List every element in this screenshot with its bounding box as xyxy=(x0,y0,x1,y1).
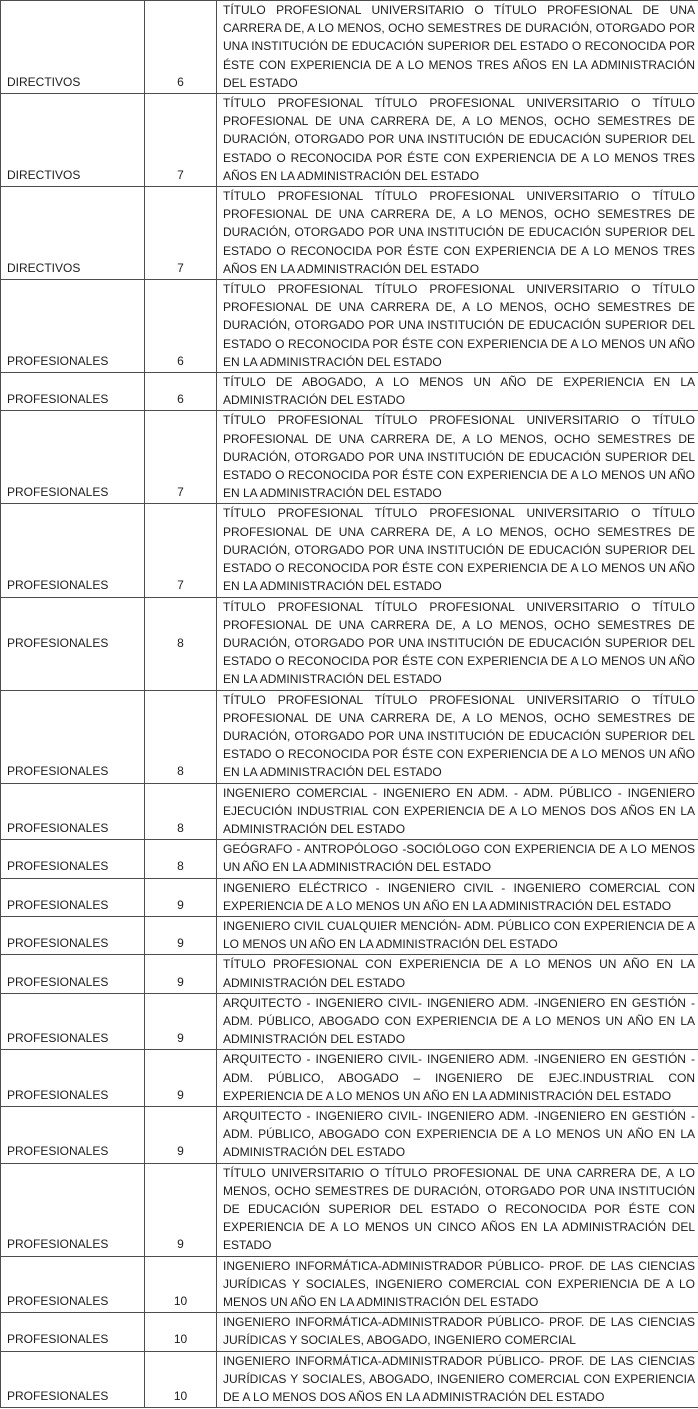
grade-cell: 9 xyxy=(145,1163,217,1256)
requirement-cell: TÍTULO PROFESIONAL UNIVERSITARIO O TÍTULO PROFESIONAL DE UNA CARRERA DE, A LO MENOS, OCHO SEMESTRES DE DURACIÓN, OTORGADO POR UNA INSTITUCIÓN DE EDUCACIÓN SUPERIOR DEL ESTADO O RECONOCIDA POR ÉSTE CON EXPERIENCIA DE A LO MENOS TRES AÑOS EN LA ADMINISTRACIÓN DEL ESTADO xyxy=(217,1,698,94)
table-row xyxy=(1,1163,698,1256)
category-cell: PROFESIONALES xyxy=(1,1106,145,1163)
table-row xyxy=(1,280,698,373)
category-cell: PROFESIONALES xyxy=(1,690,145,783)
category-cell: PROFESIONALES xyxy=(1,411,145,504)
table-row xyxy=(1,1106,698,1163)
category-cell: PROFESIONALES xyxy=(1,783,145,840)
requirement-cell: TÍTULO PROFESIONAL TÍTULO PROFESIONAL UNIVERSITARIO O TÍTULO PROFESIONAL DE UNA CARRERA DE, A LO MENOS, OCHO SEMESTRES DE DURACIÓN, OTORGADO POR UNA INSTITUCIÓN DE EDUCACIÓN SUPERIOR DEL ESTADO O RECONOCIDA POR ÉSTE CON EXPERIENCIA DE A LO MENOS TRES AÑOS EN LA ADMINISTRACIÓN DEL ESTADO xyxy=(217,94,698,187)
requirement-cell: ARQUITECTO - INGENIERO CIVIL- INGENIERO ADM. -INGENIERO EN GESTIÓN - ADM. PÚBLICO, ABOGADO – INGENIERO DE EJEC.INDUSTRIAL CON EXPERIENCIA DE A LO MENOS UN AÑO EN LA ADMINISTRACIÓN DEL ESTADO xyxy=(217,1050,698,1107)
table-row xyxy=(1,955,698,993)
requirement-cell: INGENIERO CIVIL CUALQUIER MENCIÓN- ADM. PÚBLICO CON EXPERIENCIA DE A LO MENOS UN AÑO EN LA ADMINISTRACIÓN DEL ESTADO xyxy=(217,916,698,954)
grade-cell: 9 xyxy=(145,1106,217,1163)
requirement-cell: INGENIERO ELÉCTRICO - INGENIERO CIVIL - INGENIERO COMERCIAL CON EXPERIENCIA DE A LO MENOS UN AÑO EN LA ADMINISTRACIÓN DEL ESTADO xyxy=(217,878,698,916)
requirement-cell: TÍTULO PROFESIONAL TÍTULO PROFESIONAL UNIVERSITARIO O TÍTULO PROFESIONAL DE UNA CARRERA DE, A LO MENOS, OCHO SEMESTRES DE DURACIÓN, OTORGADO POR UNA INSTITUCIÓN DE EDUCACIÓN SUPERIOR DEL ESTADO O RECONOCIDA POR ÉSTE CON EXPERIENCIA DE A LO MENOS UN AÑO EN LA ADMINISTRACIÓN DEL ESTADO xyxy=(217,411,698,504)
grade-cell: 10 xyxy=(145,1256,217,1313)
grade-cell: 9 xyxy=(145,993,217,1050)
requirement-cell: ARQUITECTO - INGENIERO CIVIL- INGENIERO ADM. -INGENIERO EN GESTIÓN - ADM. PÚBLICO, ABOGADO CON EXPERIENCIA DE A LO MENOS UN AÑO EN LA ADMINISTRACIÓN DEL ESTADO xyxy=(217,993,698,1050)
grade-cell: 6 xyxy=(145,373,217,411)
category-cell: PROFESIONALES xyxy=(1,1313,145,1351)
category-cell: PROFESIONALES xyxy=(1,504,145,597)
grade-cell: 10 xyxy=(145,1351,217,1408)
category-cell: DIRECTIVOS xyxy=(1,187,145,280)
table-row xyxy=(1,993,698,1050)
requirement-cell: TÍTULO PROFESIONAL TÍTULO PROFESIONAL UNIVERSITARIO O TÍTULO PROFESIONAL DE UNA CARRERA DE, A LO MENOS, OCHO SEMESTRES DE DURACIÓN, OTORGADO POR UNA INSTITUCIÓN DE EDUCACIÓN SUPERIOR DEL ESTADO O RECONOCIDA POR ÉSTE CON EXPERIENCIA DE A LO MENOS UN AÑO EN LA ADMINISTRACIÓN DEL ESTADO xyxy=(217,504,698,597)
table-row xyxy=(1,504,698,597)
grade-cell: 6 xyxy=(145,1,217,94)
requirement-cell: TÍTULO UNIVERSITARIO O TÍTULO PROFESIONAL DE UNA CARRERA DE, A LO MENOS, OCHO SEMESTRES DE DURACIÓN, OTORGADO POR UNA INSTITUCIÓN DE EDUCACIÓN SUPERIOR DEL ESTADO O RECONOCIDA POR ÉSTE CON EXPERIENCIA DE A LO MENOS UN CINCO AÑOS EN LA ADMINISTRACIÓN DEL ESTADO xyxy=(217,1163,698,1256)
grade-cell: 7 xyxy=(145,94,217,187)
requirement-cell: INGENIERO COMERCIAL - INGENIERO EN ADM. - ADM. PÚBLICO - INGENIERO EJECUCIÓN INDUSTRIAL CON EXPERIENCIA DE A LO MENOS DOS AÑOS EN LA ADMINISTRACIÓN DEL ESTADO xyxy=(217,783,698,840)
table-row xyxy=(1,597,698,690)
grade-cell: 8 xyxy=(145,690,217,783)
table-row xyxy=(1,1256,698,1313)
category-cell: PROFESIONALES xyxy=(1,1256,145,1313)
requirement-cell: TÍTULO PROFESIONAL TÍTULO PROFESIONAL UNIVERSITARIO O TÍTULO PROFESIONAL DE UNA CARRERA DE, A LO MENOS, OCHO SEMESTRES DE DURACIÓN, OTORGADO POR UNA INSTITUCIÓN DE EDUCACIÓN SUPERIOR DEL ESTADO O RECONOCIDA POR ÉSTE CON EXPERIENCIA DE A LO MENOS UN AÑO EN LA ADMINISTRACIÓN DEL ESTADO xyxy=(217,280,698,373)
table-row xyxy=(1,187,698,280)
grade-cell: 9 xyxy=(145,916,217,954)
requirement-cell: TÍTULO PROFESIONAL CON EXPERIENCIA DE A LO MENOS UN AÑO EN LA ADMINISTRACIÓN DEL ESTADO xyxy=(217,955,698,993)
table-row xyxy=(1,1050,698,1107)
table-row xyxy=(1,411,698,504)
category-cell: PROFESIONALES xyxy=(1,878,145,916)
category-cell: PROFESIONALES xyxy=(1,597,145,690)
requirement-cell: TÍTULO PROFESIONAL TÍTULO PROFESIONAL UNIVERSITARIO O TÍTULO PROFESIONAL DE UNA CARRERA DE, A LO MENOS, OCHO SEMESTRES DE DURACIÓN, OTORGADO POR UNA INSTITUCIÓN DE EDUCACIÓN SUPERIOR DEL ESTADO O RECONOCIDA POR ÉSTE CON EXPERIENCIA DE A LO MENOS UN AÑO EN LA ADMINISTRACIÓN DEL ESTADO xyxy=(217,597,698,690)
requirement-cell: ARQUITECTO - INGENIERO CIVIL- INGENIERO ADM. -INGENIERO EN GESTIÓN - ADM. PÚBLICO, ABOGADO CON EXPERIENCIA DE A LO MENOS UN AÑO EN LA ADMINISTRACIÓN DEL ESTADO xyxy=(217,1106,698,1163)
grade-cell: 9 xyxy=(145,878,217,916)
grade-cell: 8 xyxy=(145,840,217,878)
table-row xyxy=(1,878,698,916)
requirement-cell: GEÓGRAFO - ANTROPÓLOGO -SOCIÓLOGO CON EXPERIENCIA DE A LO MENOS UN AÑO EN LA ADMINISTRACIÓN DEL ESTADO xyxy=(217,840,698,878)
requirement-cell: TÍTULO DE ABOGADO, A LO MENOS UN AÑO DE EXPERIENCIA EN LA ADMINISTRACIÓN DEL ESTADO xyxy=(217,373,698,411)
category-cell: PROFESIONALES xyxy=(1,955,145,993)
grade-cell: 7 xyxy=(145,504,217,597)
grade-cell: 6 xyxy=(145,280,217,373)
grade-cell: 9 xyxy=(145,1050,217,1107)
grade-cell: 10 xyxy=(145,1313,217,1351)
table-row xyxy=(1,840,698,878)
category-cell: PROFESIONALES xyxy=(1,1163,145,1256)
category-cell: DIRECTIVOS xyxy=(1,1,145,94)
table-row xyxy=(1,1351,698,1408)
grade-cell: 8 xyxy=(145,597,217,690)
requirement-cell: INGENIERO INFORMÁTICA-ADMINISTRADOR PÚBLICO- PROF. DE LAS CIENCIAS JURÍDICAS Y SOCIALES, ABOGADO, INGENIERO COMERCIAL CON EXPERIENCIA DE A LO MENOS DOS AÑOS EN LA ADMINISTRACIÓN DEL ESTADO xyxy=(217,1351,698,1408)
table-row xyxy=(1,373,698,411)
requirement-cell: TÍTULO PROFESIONAL TÍTULO PROFESIONAL UNIVERSITARIO O TÍTULO PROFESIONAL DE UNA CARRERA DE, A LO MENOS, OCHO SEMESTRES DE DURACIÓN, OTORGADO POR UNA INSTITUCIÓN DE EDUCACIÓN SUPERIOR DEL ESTADO O RECONOCIDA POR ÉSTE CON EXPERIENCIA DE A LO MENOS TRES AÑOS EN LA ADMINISTRACIÓN DEL ESTADO xyxy=(217,187,698,280)
grade-cell: 8 xyxy=(145,783,217,840)
category-cell: PROFESIONALES xyxy=(1,916,145,954)
grade-cell: 9 xyxy=(145,955,217,993)
category-cell: PROFESIONALES xyxy=(1,280,145,373)
requirement-cell: INGENIERO INFORMÁTICA-ADMINISTRADOR PÚBLICO- PROF. DE LAS CIENCIAS JURÍDICAS Y SOCIALES, INGENIERO COMERCIAL CON EXPERIENCIA DE A LO MENOS UN AÑO EN LA ADMINISTRACIÓN DEL ESTADO xyxy=(217,1256,698,1313)
category-cell: PROFESIONALES xyxy=(1,373,145,411)
table-row xyxy=(1,916,698,954)
category-cell: DIRECTIVOS xyxy=(1,94,145,187)
category-cell: PROFESIONALES xyxy=(1,840,145,878)
grade-cell: 7 xyxy=(145,411,217,504)
table-row xyxy=(1,1,698,94)
table-row xyxy=(1,783,698,840)
requirement-cell: INGENIERO INFORMÁTICA-ADMINISTRADOR PÚBLICO- PROF. DE LAS CIENCIAS JURÍDICAS Y SOCIALES, ABOGADO, INGENIERO COMERCIAL xyxy=(217,1313,698,1351)
grade-cell: 7 xyxy=(145,187,217,280)
table-body xyxy=(1,1,698,1408)
requirement-cell: TÍTULO PROFESIONAL TÍTULO PROFESIONAL UNIVERSITARIO O TÍTULO PROFESIONAL DE UNA CARRERA DE, A LO MENOS, OCHO SEMESTRES DE DURACIÓN, OTORGADO POR UNA INSTITUCIÓN DE EDUCACIÓN SUPERIOR DEL ESTADO O RECONOCIDA POR ÉSTE CON EXPERIENCIA DE A LO MENOS UN AÑO EN LA ADMINISTRACIÓN DEL ESTADO xyxy=(217,690,698,783)
category-cell: PROFESIONALES xyxy=(1,993,145,1050)
table-row xyxy=(1,690,698,783)
table-row xyxy=(1,94,698,187)
category-cell: PROFESIONALES xyxy=(1,1351,145,1408)
table-row xyxy=(1,1313,698,1351)
category-cell: PROFESIONALES xyxy=(1,1050,145,1107)
